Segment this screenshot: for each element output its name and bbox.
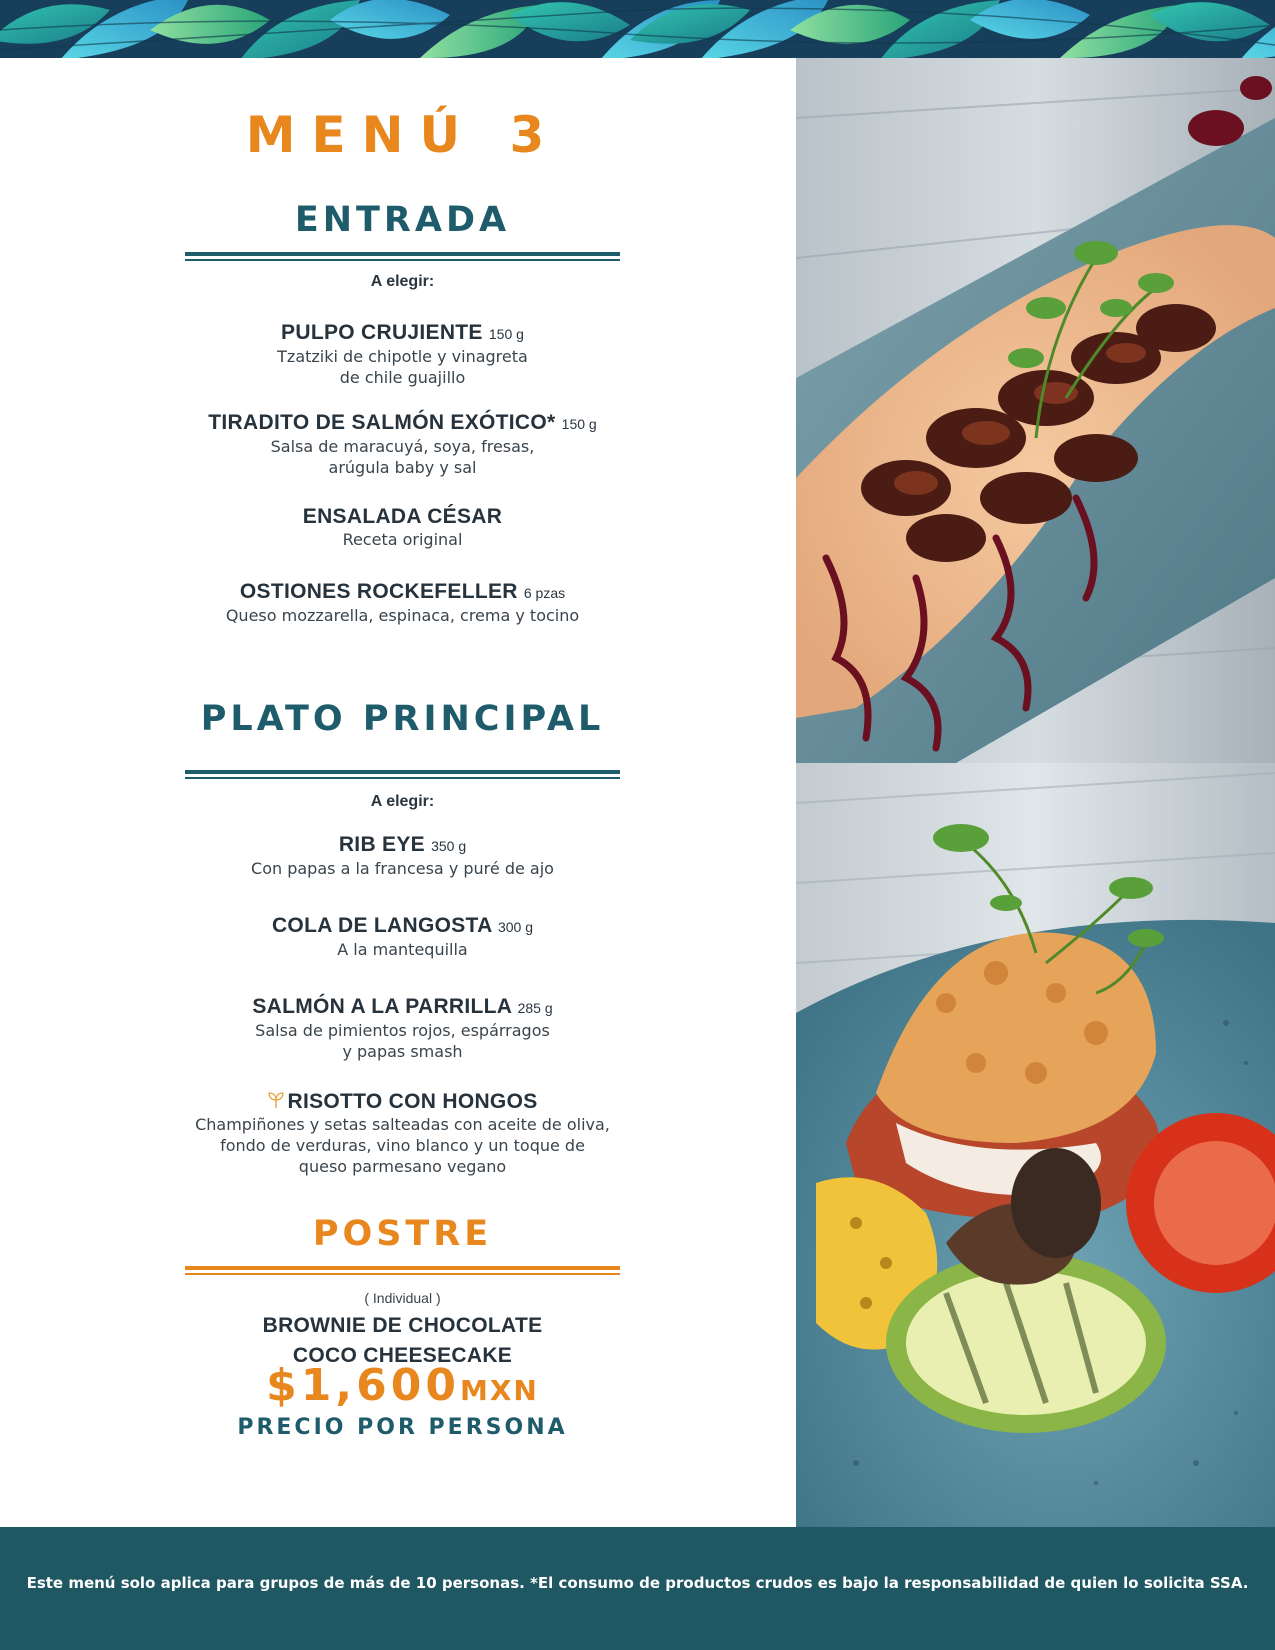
tropical-leaves-banner bbox=[0, 0, 1275, 58]
section-heading-postre: POSTRE bbox=[312, 1214, 493, 1254]
price bbox=[185, 1360, 620, 1411]
dish-name: TIRADITO DE SALMÓN EXÓTICO* 150 g bbox=[208, 411, 597, 434]
grilled-octopus-photo bbox=[796, 58, 1275, 763]
footer bbox=[0, 1527, 1275, 1650]
dish-description: Con papas a la francesa y puré de ajo bbox=[251, 859, 554, 878]
dish-name: RISOTTO CON HONGOS bbox=[160, 1090, 645, 1114]
lobster-tail-photo bbox=[796, 763, 1275, 1527]
menu-column bbox=[0, 58, 796, 1527]
dish-description: Salsa de pimientos rojos, espárragos y papas smash bbox=[255, 1021, 550, 1061]
subheading-plato-principal: A elegir: bbox=[370, 793, 435, 810]
dish-name: PULPO CRUJIENTE 150 g bbox=[281, 321, 524, 344]
dish-weight: 150 g bbox=[561, 416, 597, 432]
dish-item bbox=[160, 321, 645, 388]
dessert-item: BROWNIE DE CHOCOLATE bbox=[262, 1314, 543, 1337]
price-amount: $1,600 bbox=[266, 1360, 460, 1411]
dish-description: Receta original bbox=[342, 530, 463, 549]
dish-weight: 350 g bbox=[431, 838, 467, 854]
footer-disclaimer: Este menú solo aplica para grupos de más de 10 personas. *El consumo de productos crudos es bajo la responsabilidad de quien lo solicita SSA. bbox=[26, 1574, 1249, 1592]
menu-title: MENÚ 3 bbox=[245, 106, 561, 164]
postre-note: ( Individual ) bbox=[364, 1290, 441, 1306]
section-heading-plato-principal: PLATO PRINCIPAL bbox=[200, 699, 605, 739]
dessert-item: COCO CHEESECAKE bbox=[292, 1344, 513, 1367]
price-label: PRECIO POR PERSONA bbox=[237, 1415, 568, 1440]
dish-name: SALMÓN A LA PARRILLA 285 g bbox=[252, 995, 553, 1018]
dish-description: Tzatziki de chipotle y vinagreta de chile guajillo bbox=[277, 347, 528, 387]
dish-item bbox=[160, 505, 645, 550]
dish-name: RIB EYE 350 g bbox=[338, 833, 467, 856]
dish-item bbox=[160, 580, 645, 626]
dish-weight: 300 g bbox=[497, 919, 534, 935]
dish-item bbox=[160, 914, 645, 960]
section-heading-entrada: ENTRADA bbox=[294, 200, 511, 240]
dish-description: Champiñones y setas salteadas con aceite de oliva, fondo de verduras, vino blanco y un toque de queso parmesano vegano bbox=[195, 1115, 610, 1176]
dish-name: OSTIONES ROCKEFELLER 6 pzas bbox=[239, 580, 566, 603]
section-divider bbox=[185, 770, 620, 779]
dish-description: Queso mozzarella, espinaca, crema y tocino bbox=[225, 606, 580, 625]
dish-weight: 285 g bbox=[517, 1000, 553, 1016]
dish-item bbox=[160, 411, 645, 478]
price-currency: MXN bbox=[459, 1374, 539, 1407]
vegan-leaf-icon bbox=[267, 1091, 285, 1109]
dish-description: A la mantequilla bbox=[337, 940, 468, 959]
dish-item bbox=[160, 995, 645, 1062]
dish-item bbox=[160, 833, 645, 879]
dish-item bbox=[160, 1090, 645, 1177]
section-divider bbox=[185, 252, 620, 261]
dish-description: Salsa de maracuyá, soya, fresas, arúgula baby y sal bbox=[270, 437, 535, 477]
dish-weight: 6 pzas bbox=[523, 585, 566, 601]
dish-name: COLA DE LANGOSTA 300 g bbox=[271, 914, 534, 937]
dish-name: ENSALADA CÉSAR bbox=[302, 505, 503, 528]
section-divider bbox=[185, 1266, 620, 1275]
subheading-entrada: A elegir: bbox=[370, 273, 435, 290]
dish-weight: 150 g bbox=[488, 326, 524, 342]
